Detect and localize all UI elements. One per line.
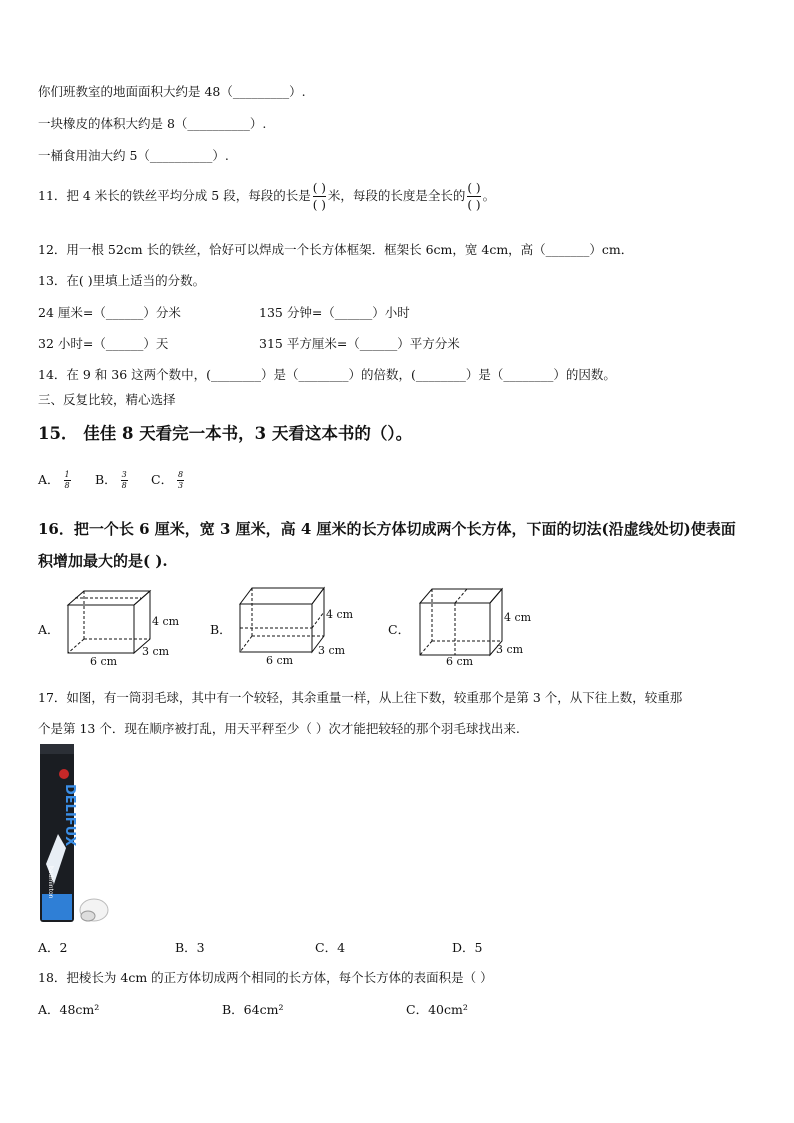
- q17-option-a[interactable]: A．2: [38, 940, 68, 955]
- q16-c-width-label: 3 cm: [496, 643, 524, 656]
- q16-option-a-label[interactable]: A．: [38, 622, 60, 637]
- question-17-line1: 17．如图，有一筒羽毛球，其中有一个较轻，其余重量一样，从上往下数，较重那个是第 3 个，从下往上数，较重那: [38, 690, 683, 705]
- q11-text-c: 。: [482, 188, 496, 203]
- question-16-line1: 16．把一个长 6 厘米，宽 3 厘米，高 4 厘米的长方体切成两个长方体，下面的切法(沿虚线处切)使表面: [38, 520, 736, 538]
- question-13: 13．在( )里填上适当的分数。: [38, 273, 206, 288]
- q16-option-c-label[interactable]: C．: [388, 622, 411, 637]
- badminton-tube-image: [36, 744, 116, 926]
- section-heading: 三、反复比较，精心选择: [38, 392, 176, 407]
- q17-option-c[interactable]: C．4: [315, 940, 346, 955]
- q15-option-a-label: A．: [38, 472, 60, 487]
- question-17-line2: 个是第 13 个．现在顺序被打乱，用天平秤至少（ ）次才能把较轻的那个羽毛球找出来.: [38, 721, 520, 736]
- q18-option-b[interactable]: B．64cm²: [222, 1002, 284, 1017]
- q15-option-b-label: B．: [95, 472, 117, 487]
- q15-option-c[interactable]: [151, 470, 184, 490]
- q15-option-b[interactable]: [95, 470, 128, 490]
- q15-option-c-label: C．: [151, 472, 174, 487]
- q16-b-height-label: 4 cm: [326, 608, 354, 621]
- q16-b-width-label: 3 cm: [318, 644, 346, 657]
- q18-option-a[interactable]: A．48cm²: [38, 1002, 100, 1017]
- q16-box-b-diagram: [232, 582, 367, 667]
- q15-option-a[interactable]: [38, 470, 71, 490]
- q16-option-b-label[interactable]: B．: [210, 622, 232, 637]
- question-12: 12．用一根 52cm 长的铁丝，恰好可以焊成一个长方体框架．框架长 6cm，宽 4cm，高（_______）cm．: [38, 242, 634, 257]
- q11-text-a: 11．把 4 米长的铁丝平均分成 5 段，每段的长是: [38, 188, 311, 203]
- q16-a-height-label: 4 cm: [152, 615, 180, 628]
- question-16-line2: 积增加最大的是( ).: [38, 552, 168, 570]
- fill-blank-oil: 一桶食用油大约 5（__________）.: [38, 148, 229, 163]
- tube-sub-text: badminton: [47, 866, 54, 899]
- fill-blank-area: 你们班教室的地面面积大约是 48（_________）.: [38, 84, 306, 99]
- q15-option-c-fraction: $\frac{8}{3}$: [178, 470, 184, 490]
- q18-option-c[interactable]: C．40cm²: [406, 1002, 468, 1017]
- fill-blank-eraser: 一块橡皮的体积大约是 8（__________）.: [38, 116, 267, 131]
- q15-option-a-fraction: $\frac{1}{8}$: [64, 470, 70, 490]
- tube-brand-text: DELIFUX: [62, 784, 77, 847]
- question-18: 18．把棱长为 4cm 的正方体切成两个相同的长方体，每个长方体的表面积是（ ）: [38, 970, 493, 985]
- q17-option-b[interactable]: B．3: [175, 940, 205, 955]
- q13-row2-b: 315 平方厘米=（______）平方分米: [259, 336, 460, 351]
- q16-box-c-diagram: [412, 585, 547, 667]
- question-11: [38, 182, 495, 211]
- q11-blank-fraction-1: $\frac{( )}{( )}$: [312, 181, 326, 212]
- q11-text-b: 米，每段的长度是全长的: [327, 188, 466, 203]
- q16-a-width-label: 3 cm: [142, 645, 170, 658]
- q11-blank-fraction-2: $\frac{( )}{( )}$: [467, 181, 481, 212]
- q16-box-a-diagram: [60, 585, 195, 667]
- question-14: 14．在 9 和 36 这两个数中，(________）是（________）的倍数，(________）是（________）的因数。: [38, 367, 616, 382]
- q13-row1-b: 135 分钟=（______）小时: [259, 305, 410, 320]
- q16-c-length-label: 6 cm: [446, 655, 474, 667]
- q15-option-b-fraction: $\frac{3}{8}$: [121, 470, 127, 490]
- question-15: 15． 佳佳 8 天看完一本书，3 天看这本书的（）。: [38, 424, 413, 443]
- q13-row1-a: 24 厘米=（______）分米: [38, 305, 181, 320]
- q17-option-d[interactable]: D．5: [452, 940, 483, 955]
- q16-b-length-label: 6 cm: [266, 654, 294, 667]
- q16-a-length-label: 6 cm: [90, 655, 118, 667]
- q16-c-height-label: 4 cm: [504, 611, 532, 624]
- q13-row2-a: 32 小时=（______）天: [38, 336, 169, 351]
